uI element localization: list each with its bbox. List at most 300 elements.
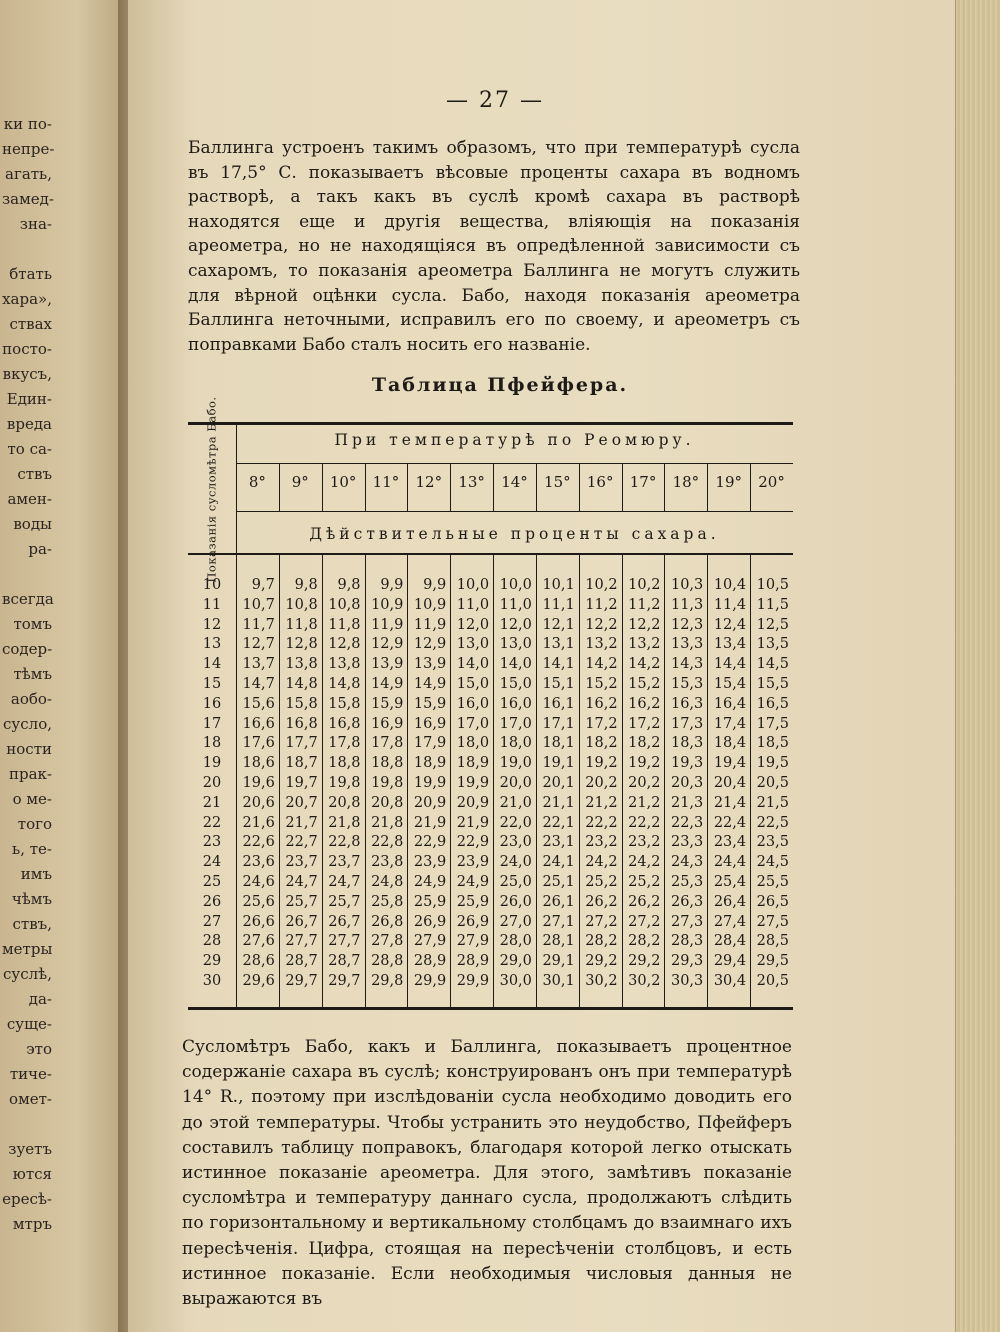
left-page	[0, 0, 128, 1332]
percent-cell: 28,7	[328, 953, 361, 970]
percent-cell: 17,9	[413, 735, 447, 752]
reading-value: 14	[202, 656, 222, 673]
left-page-fragment: зна-	[19, 215, 52, 233]
percent-cell: 27,6	[242, 933, 275, 950]
left-page-fragment: бтать	[9, 265, 52, 283]
left-page-fragment: мтръ	[12, 1215, 52, 1233]
percent-cell: 28,9	[413, 953, 447, 970]
percent-cell: 24,2	[585, 854, 618, 871]
percent-cell: 15,0	[499, 675, 532, 692]
percent-cell: 10,2	[585, 577, 618, 593]
percent-cell: 20,6	[242, 794, 275, 811]
percent-cell: 20,1	[542, 774, 575, 791]
percent-cell: 19,3	[670, 755, 704, 772]
column-divider	[450, 553, 451, 1007]
percent-cell: 14,0	[456, 656, 490, 673]
percent-cell: 17,8	[328, 735, 361, 752]
column-divider	[365, 463, 366, 511]
percent-cell: 19,8	[328, 774, 361, 791]
percent-cell: 27,4	[713, 913, 747, 930]
percent-cell: 12,3	[670, 616, 704, 633]
percent-cell: 27,7	[285, 933, 318, 950]
percent-cell: 21,9	[456, 814, 490, 831]
percent-cell: 9,8	[337, 577, 361, 593]
percent-cell: 18,1	[542, 735, 575, 752]
percent-cell: 13,0	[456, 636, 490, 653]
left-page-fragment: ности	[6, 740, 52, 758]
column-divider	[707, 553, 708, 1007]
percent-cell: 26,3	[670, 893, 704, 910]
column-divider	[579, 553, 580, 1007]
percent-cell: 28,0	[499, 933, 532, 950]
percent-cell: 10,9	[371, 596, 404, 613]
percent-cell: 19,7	[285, 774, 318, 791]
percent-cell: 27,2	[585, 913, 618, 930]
percent-cell: 14,9	[371, 675, 404, 692]
percent-cell: 13,0	[499, 636, 532, 653]
percent-cell: 28,3	[670, 933, 704, 950]
left-page-fragment: того	[17, 815, 52, 833]
percent-cell: 23,2	[585, 834, 618, 851]
left-page-fragment: Един-	[6, 390, 52, 408]
reading-value: 13	[202, 636, 222, 653]
percent-cell: 18,6	[242, 755, 275, 772]
temperature-cell: 12°	[415, 473, 443, 491]
percent-cell: 21,2	[628, 794, 661, 811]
percent-cell: 14,5	[756, 656, 789, 673]
table-row	[236, 635, 793, 655]
percent-cell: 17,4	[713, 715, 747, 732]
percent-cell: 23,2	[628, 834, 661, 851]
percent-cell: 20,8	[371, 794, 404, 811]
percent-cell: 26,6	[242, 913, 275, 930]
percent-cell: 22,2	[585, 814, 618, 831]
left-page-fragment: всегда	[2, 590, 54, 608]
table-row	[236, 596, 793, 616]
percent-cell: 19,6	[242, 774, 275, 791]
percent-cell: 29,9	[456, 972, 490, 989]
percent-cell: 17,1	[542, 715, 575, 732]
percent-grid	[236, 576, 793, 992]
percent-cell: 22,7	[285, 834, 318, 851]
percent-cell: 28,4	[713, 933, 747, 950]
percent-cell: 14,8	[285, 675, 318, 692]
reading-value: 20	[202, 774, 222, 791]
percent-cell: 18,8	[328, 755, 361, 772]
percent-cell: 13,9	[413, 656, 447, 673]
percent-cell: 17,0	[456, 715, 490, 732]
left-page-fragment: ются	[12, 1165, 52, 1183]
reading-value: 21	[202, 794, 222, 811]
page-edges	[955, 0, 1000, 1332]
percent-cell: 21,8	[328, 814, 361, 831]
percent-cell: 25,3	[670, 873, 704, 890]
percent-cell: 20,9	[413, 794, 447, 811]
reading-value: 27	[202, 913, 222, 930]
left-page-fragment: сусло,	[3, 715, 52, 733]
table-rule	[236, 463, 793, 464]
percent-cell: 14,0	[499, 656, 532, 673]
percent-cell: 28,6	[242, 953, 275, 970]
percent-cell: 24,3	[670, 854, 704, 871]
percent-cell: 14,1	[542, 656, 575, 673]
percent-cell: 24,5	[756, 854, 789, 871]
table-row	[236, 695, 793, 715]
percent-cell: 12,2	[585, 616, 618, 633]
percent-cell: 22,3	[670, 814, 704, 831]
percent-cell: 28,1	[542, 933, 575, 950]
percent-cell: 23,8	[371, 854, 404, 871]
percent-cell: 24,7	[285, 873, 318, 890]
percent-cell: 24,8	[371, 873, 404, 890]
percent-cell: 29,0	[499, 953, 532, 970]
left-page-fragment: ствъ,	[12, 915, 52, 933]
percent-cell: 23,5	[756, 834, 789, 851]
column-divider	[322, 463, 323, 511]
percent-cell: 23,9	[456, 854, 490, 871]
table-row	[236, 715, 793, 735]
percent-cell: 23,9	[413, 854, 447, 871]
reading-value: 23	[202, 834, 222, 851]
table-row	[236, 794, 793, 814]
percent-cell: 12,2	[628, 616, 661, 633]
percent-cell: 10,8	[328, 596, 361, 613]
left-page-fragment: да-	[28, 990, 52, 1008]
percent-cell: 18,8	[371, 755, 404, 772]
percent-cell: 16,6	[242, 715, 275, 732]
column-divider	[407, 553, 408, 1007]
temperature-cell: 11°	[372, 473, 400, 491]
percent-cell: 29,6	[242, 972, 275, 989]
table-row	[236, 833, 793, 853]
percent-cell: 11,1	[542, 596, 575, 613]
table-row	[236, 814, 793, 834]
percent-cell: 26,5	[756, 893, 789, 910]
percent-cell: 29,7	[328, 972, 361, 989]
left-page-fragment: непре-	[2, 140, 55, 158]
percent-cell: 17,7	[285, 735, 318, 752]
percent-cell: 29,8	[371, 972, 404, 989]
percent-cell: 17,2	[628, 715, 661, 732]
percent-cell: 12,0	[499, 616, 532, 633]
percent-cell: 11,7	[242, 616, 275, 633]
percent-cell: 13,9	[371, 656, 404, 673]
percent-cell: 10,5	[756, 577, 789, 593]
reading-value: 22	[202, 814, 222, 831]
paragraph-bottom: Сусломѣтръ Бабо, какъ и Баллинга, показываетъ процентное содержаніе сахара въ суслѣ; конструированъ онъ при температурѣ 14° R., поэтому при изслѣдованіи сусла необходимо доводить его до этой температуры. Чтобы устранить это неудобство, Пфейферъ составилъ таблицу поправокъ, благодаря которой легко отыскать истинное показаніе ареометра. Для этого, замѣтивъ показаніе сусломѣтра и температуру даннаго сусла, продолжаютъ слѣдить по горизонтальному и вертикальному столбцамъ до взаимнаго ихъ пересѣченія. Цифра, стоящая на пересѣченіи столбцовъ, и есть истинное показаніе. Если необходимыя числовыя данныя не выражаются въ	[182, 1037, 792, 1310]
percent-cell: 20,5	[756, 774, 789, 791]
percent-cell: 30,2	[628, 972, 661, 989]
percent-cell: 26,2	[585, 893, 618, 910]
percent-cell: 15,6	[242, 695, 275, 712]
percent-cell: 15,5	[756, 675, 789, 692]
percent-cell: 10,0	[499, 577, 532, 593]
left-page-fragment: имъ	[20, 865, 52, 883]
percent-cell: 22,6	[242, 834, 275, 851]
percent-cell: 25,9	[456, 893, 490, 910]
percent-cell: 19,1	[542, 755, 575, 772]
table-row	[236, 675, 793, 695]
percent-cell: 17,0	[499, 715, 532, 732]
percent-cell: 24,9	[456, 873, 490, 890]
table-row	[236, 754, 793, 774]
percent-cell: 14,2	[585, 656, 618, 673]
percent-cell: 14,8	[328, 675, 361, 692]
column-divider	[622, 463, 623, 511]
percent-cell: 19,0	[499, 755, 532, 772]
reading-value: 30	[202, 972, 222, 989]
percent-cell: 11,9	[413, 616, 447, 633]
temperature-header: При температурѣ по Реомюру.	[334, 431, 695, 449]
percent-cell: 24,6	[242, 873, 275, 890]
percent-cell: 19,8	[371, 774, 404, 791]
percent-cell: 25,8	[371, 893, 404, 910]
percent-cell: 26,9	[413, 913, 447, 930]
percent-cell: 27,2	[628, 913, 661, 930]
percent-cell: 29,1	[542, 953, 575, 970]
percent-cell: 22,9	[456, 834, 490, 851]
percent-cell: 21,7	[285, 814, 318, 831]
percent-cell: 12,5	[756, 616, 789, 633]
percent-cell: 11,0	[456, 596, 490, 613]
percent-cell: 11,4	[713, 596, 747, 613]
percent-cell: 27,1	[542, 913, 575, 930]
percent-cell: 24,0	[499, 854, 532, 871]
percent-cell: 27,5	[756, 913, 789, 930]
percent-cell: 15,1	[542, 675, 575, 692]
percent-cell: 10,0	[456, 577, 490, 593]
percent-cell: 26,2	[628, 893, 661, 910]
table-row	[236, 873, 793, 893]
left-page-fragment: омет-	[9, 1090, 52, 1108]
percent-cell: 22,1	[542, 814, 575, 831]
percent-cell: 15,2	[585, 675, 618, 692]
percent-cell: 27,9	[413, 933, 447, 950]
left-page-fragment: амен-	[7, 490, 52, 508]
table-row	[236, 913, 793, 933]
left-page-fragment: о ме-	[12, 790, 52, 808]
percent-cell: 18,7	[285, 755, 318, 772]
percent-cell: 17,5	[756, 715, 789, 732]
percent-cell: 12,8	[328, 636, 361, 653]
temperature-cell: 18°	[672, 473, 700, 491]
temperature-cell: 8°	[248, 473, 266, 491]
left-page-fragment: ствах	[9, 315, 52, 333]
percent-cell: 25,5	[756, 873, 789, 890]
percent-cell: 22,9	[413, 834, 447, 851]
left-page-fragment: тѣмъ	[13, 665, 52, 683]
left-page-fragment: суще-	[6, 1015, 52, 1033]
percent-cell: 13,4	[713, 636, 747, 653]
left-page-fragment: посто-	[2, 340, 52, 358]
percent-cell: 11,0	[499, 596, 532, 613]
left-page-fragment: то са-	[7, 440, 52, 458]
percent-cell: 28,8	[371, 953, 404, 970]
percent-cell: 10,2	[628, 577, 661, 593]
left-page-fragment: ересѣ-	[2, 1190, 52, 1208]
percent-cell: 19,9	[413, 774, 447, 791]
left-page-fragment: хара»,	[2, 290, 52, 308]
percent-cell: 30,3	[670, 972, 704, 989]
percent-cell: 30,4	[713, 972, 747, 989]
percent-cell: 14,2	[628, 656, 661, 673]
percent-cell: 23,7	[285, 854, 318, 871]
column-divider	[493, 463, 494, 511]
percent-cell: 21,0	[499, 794, 532, 811]
percent-cell: 16,9	[371, 715, 404, 732]
reading-value: 16	[202, 695, 222, 712]
left-page-fragment: чѣмъ	[11, 890, 52, 908]
percent-cell: 27,0	[499, 913, 532, 930]
left-page-fragment: зуетъ	[8, 1140, 52, 1158]
percent-cell: 23,3	[670, 834, 704, 851]
left-page-fragment: содер-	[2, 640, 53, 658]
table-row	[236, 893, 793, 913]
percent-cell: 25,1	[542, 873, 575, 890]
percent-cell: 29,4	[713, 953, 747, 970]
percent-cell: 19,9	[456, 774, 490, 791]
percent-cell: 13,3	[670, 636, 704, 653]
percent-cell: 14,4	[713, 656, 747, 673]
percent-cell: 17,8	[371, 735, 404, 752]
reading-header-text: Показанія сусломѣтра Бабо.	[204, 395, 219, 583]
left-page-fragment: воды	[13, 515, 52, 533]
percent-cell: 26,0	[499, 893, 532, 910]
percent-cell: 26,4	[713, 893, 747, 910]
percent-cell: 25,7	[285, 893, 318, 910]
table-row	[236, 972, 793, 992]
percent-cell: 14,3	[670, 656, 704, 673]
percent-cell: 28,2	[585, 933, 618, 950]
percent-cell: 20,2	[628, 774, 661, 791]
left-page-fragment: метры	[2, 940, 53, 958]
percent-cell: 28,5	[756, 933, 789, 950]
percent-cell: 22,8	[371, 834, 404, 851]
percent-cell: 18,3	[670, 735, 704, 752]
left-page-fragment: ки по-	[3, 115, 52, 133]
column-divider	[664, 553, 665, 1007]
reading-value: 12	[202, 616, 222, 633]
percent-cell: 15,9	[413, 695, 447, 712]
percent-cell: 27,7	[328, 933, 361, 950]
percent-cell: 27,3	[670, 913, 704, 930]
percent-cell: 25,0	[499, 873, 532, 890]
percent-cell: 12,9	[413, 636, 447, 653]
percent-cell: 18,5	[756, 735, 789, 752]
percent-cell: 9,8	[294, 577, 318, 593]
percent-cell: 25,6	[242, 893, 275, 910]
percent-cell: 15,8	[285, 695, 318, 712]
column-divider	[407, 463, 408, 511]
percent-cell: 29,3	[670, 953, 704, 970]
percent-cell: 21,1	[542, 794, 575, 811]
percent-cell: 15,8	[328, 695, 361, 712]
percent-header: Дѣйствительные проценты сахара.	[309, 525, 720, 543]
percent-cell: 16,0	[456, 695, 490, 712]
column-divider	[279, 553, 280, 1007]
percent-cell: 22,8	[328, 834, 361, 851]
percent-cell: 25,2	[585, 873, 618, 890]
left-page-fragment: вреда	[6, 415, 52, 433]
percent-cell: 30,1	[542, 972, 575, 989]
percent-cell: 19,2	[585, 755, 618, 772]
percent-cell: 16,8	[328, 715, 361, 732]
temperature-cell: 20°	[758, 473, 785, 491]
percent-cell: 16,3	[670, 695, 704, 712]
percent-cell: 23,1	[542, 834, 575, 851]
percent-cell: 11,9	[371, 616, 404, 633]
percent-cell: 25,2	[628, 873, 661, 890]
temperature-cell: 9°	[291, 473, 309, 491]
percent-cell: 25,9	[413, 893, 447, 910]
left-page-fragment: томъ	[13, 615, 52, 633]
left-page-fragment: агать,	[5, 165, 52, 183]
reading-value: 17	[202, 715, 222, 732]
percent-cell: 23,7	[328, 854, 361, 871]
column-divider	[322, 553, 323, 1007]
percent-cell: 13,8	[328, 656, 361, 673]
percent-cell: 12,9	[371, 636, 404, 653]
left-page-fragment: аобо-	[10, 690, 52, 708]
percent-cell: 30,0	[499, 972, 532, 989]
left-page-fragment: ра-	[28, 540, 52, 558]
reading-value: 28	[202, 933, 222, 950]
column-divider	[365, 553, 366, 1007]
column-divider	[536, 553, 537, 1007]
percent-cell: 26,9	[456, 913, 490, 930]
percent-cell: 11,2	[628, 596, 661, 613]
percent-cell: 22,0	[499, 814, 532, 831]
percent-cell: 15,4	[713, 675, 747, 692]
percent-cell: 16,9	[413, 715, 447, 732]
temperature-cell: 10°	[329, 473, 357, 491]
temperature-cell: 19°	[715, 473, 743, 491]
percent-cell: 17,3	[670, 715, 704, 732]
percent-cell: 20,8	[328, 794, 361, 811]
percent-cell: 9,9	[380, 577, 404, 593]
reading-value: 26	[202, 893, 222, 910]
column-divider	[664, 463, 665, 511]
table-row	[236, 774, 793, 794]
reading-value: 29	[202, 953, 222, 970]
percent-cell: 13,1	[542, 636, 575, 653]
percent-cell: 22,5	[756, 814, 789, 831]
percent-cell: 29,7	[285, 972, 318, 989]
percent-cell: 12,4	[713, 616, 747, 633]
percent-cell: 12,7	[242, 636, 275, 653]
table-rule	[236, 511, 793, 512]
percent-cell: 18,9	[456, 755, 490, 772]
percent-cell: 13,2	[585, 636, 618, 653]
column-divider	[707, 463, 708, 511]
reading-value: 19	[202, 755, 222, 772]
percent-cell: 29,9	[413, 972, 447, 989]
percent-cell: 15,2	[628, 675, 661, 692]
page-number: — 27 —	[446, 88, 544, 113]
percent-cell: 9,9	[423, 577, 447, 593]
percent-cell: 19,4	[713, 755, 747, 772]
left-page-fragment: ствъ	[17, 465, 52, 483]
percent-cell: 29,2	[585, 953, 618, 970]
reading-value: 24	[202, 854, 222, 871]
percent-cell: 23,0	[499, 834, 532, 851]
percent-cell: 24,1	[542, 854, 575, 871]
percent-cell: 13,7	[242, 656, 275, 673]
percent-cell: 29,2	[628, 953, 661, 970]
percent-cell: 18,2	[628, 735, 661, 752]
percent-cell: 10,9	[413, 596, 447, 613]
percent-cell: 11,8	[285, 616, 318, 633]
